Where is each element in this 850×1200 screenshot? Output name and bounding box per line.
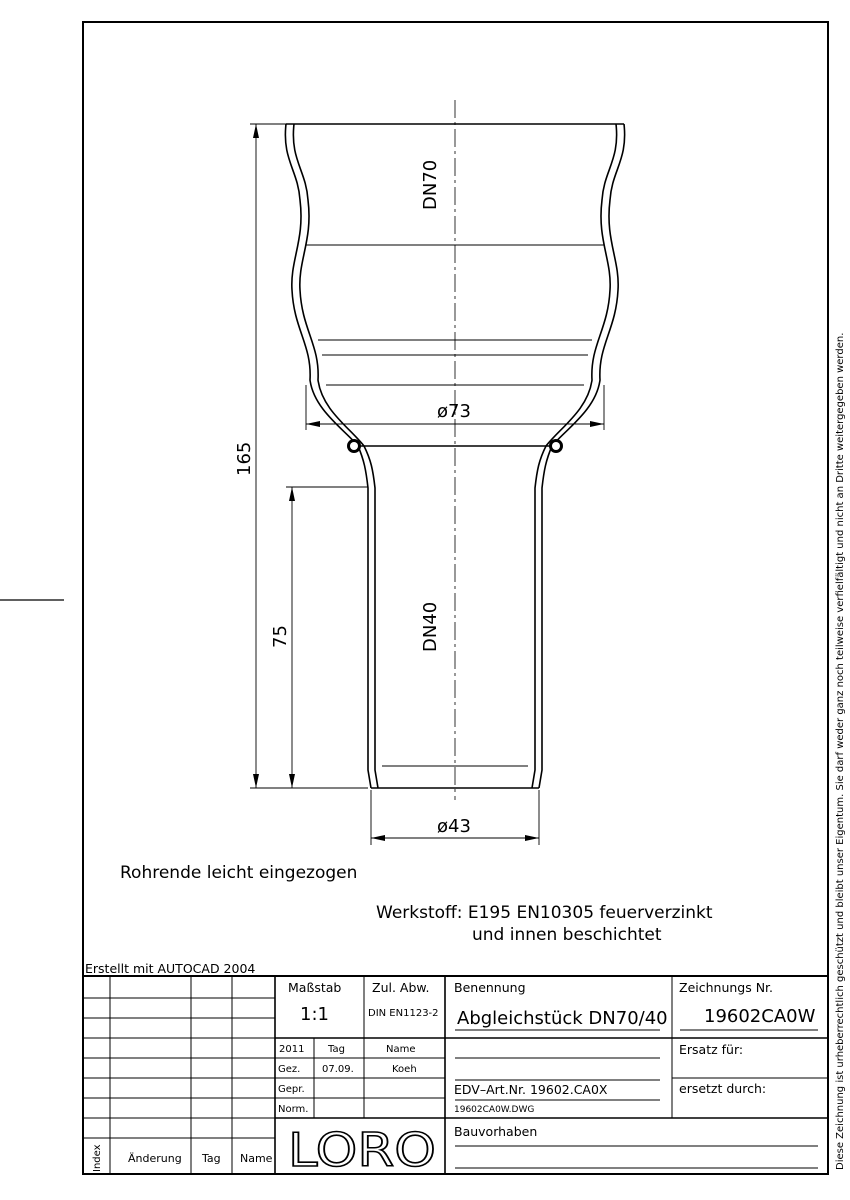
drawing-frame	[83, 22, 828, 1174]
benennung-label: Benennung	[454, 980, 526, 995]
dim-text-75: 75	[270, 625, 291, 648]
copyright-notice: Diese Zeichnung ist urheberrechtlich geschützt und bleibt unser Eigentum. Sie darf weder ganz noch teilweise verfielfältigt und nicht an Dritte weitergegeben werden.	[835, 332, 846, 1170]
material-line-1: Werkstoff: E195 EN10305 feuerverzinkt	[376, 903, 713, 923]
year-text: 2011	[279, 1044, 305, 1055]
zeichnungs-nr-value: 19602CA0W	[704, 1006, 816, 1027]
ersetzt-durch-label: ersetzt durch:	[679, 1081, 767, 1096]
edv-art-nr: EDV–Art.Nr. 19602.CA0X	[454, 1082, 608, 1097]
loro-logo: LORO	[288, 1123, 436, 1177]
bauvorhaben-label: Bauvorhaben	[454, 1124, 538, 1139]
label-dn40: DN40	[420, 601, 441, 652]
dwg-file: 19602CA0W.DWG	[454, 1105, 535, 1115]
zul-abw-value: DIN EN1123-2	[368, 1008, 439, 1019]
gepr-label: Gepr.	[278, 1084, 305, 1095]
material-line-2: und innen beschichtet	[472, 925, 662, 945]
zul-abw-label: Zul. Abw.	[372, 980, 430, 995]
name-label: Name	[386, 1044, 416, 1055]
norm-label: Norm.	[278, 1104, 309, 1115]
gez-label: Gez.	[278, 1064, 301, 1075]
gez-name: Koeh	[392, 1064, 417, 1075]
massstab-value: 1:1	[300, 1004, 329, 1025]
dim-text-dia43: ø43	[437, 816, 471, 837]
benennung-value: Abgleichstück DN70/40	[457, 1008, 668, 1029]
note-text: Rohrende leicht eingezogen	[120, 863, 358, 883]
label-dn70: DN70	[420, 159, 441, 210]
massstab-label: Maßstab	[288, 980, 342, 995]
rev-tag-label: Tag	[202, 1152, 221, 1165]
rev-index-label: Index	[92, 1144, 103, 1172]
rev-aenderung-label: Änderung	[128, 1152, 182, 1165]
ersatz-fuer-label: Ersatz für:	[679, 1042, 744, 1057]
created-with-text: Erstellt mit AUTOCAD 2004	[85, 961, 256, 976]
dimension-75	[286, 487, 368, 788]
gez-date: 07.09.	[322, 1064, 354, 1075]
dim-text-dia73: ø73	[437, 401, 471, 422]
rev-name-label: Name	[240, 1152, 273, 1165]
dim-text-165: 165	[234, 441, 255, 476]
zeichnungs-nr-label: Zeichnungs Nr.	[679, 980, 774, 995]
tag-label: Tag	[328, 1044, 345, 1055]
